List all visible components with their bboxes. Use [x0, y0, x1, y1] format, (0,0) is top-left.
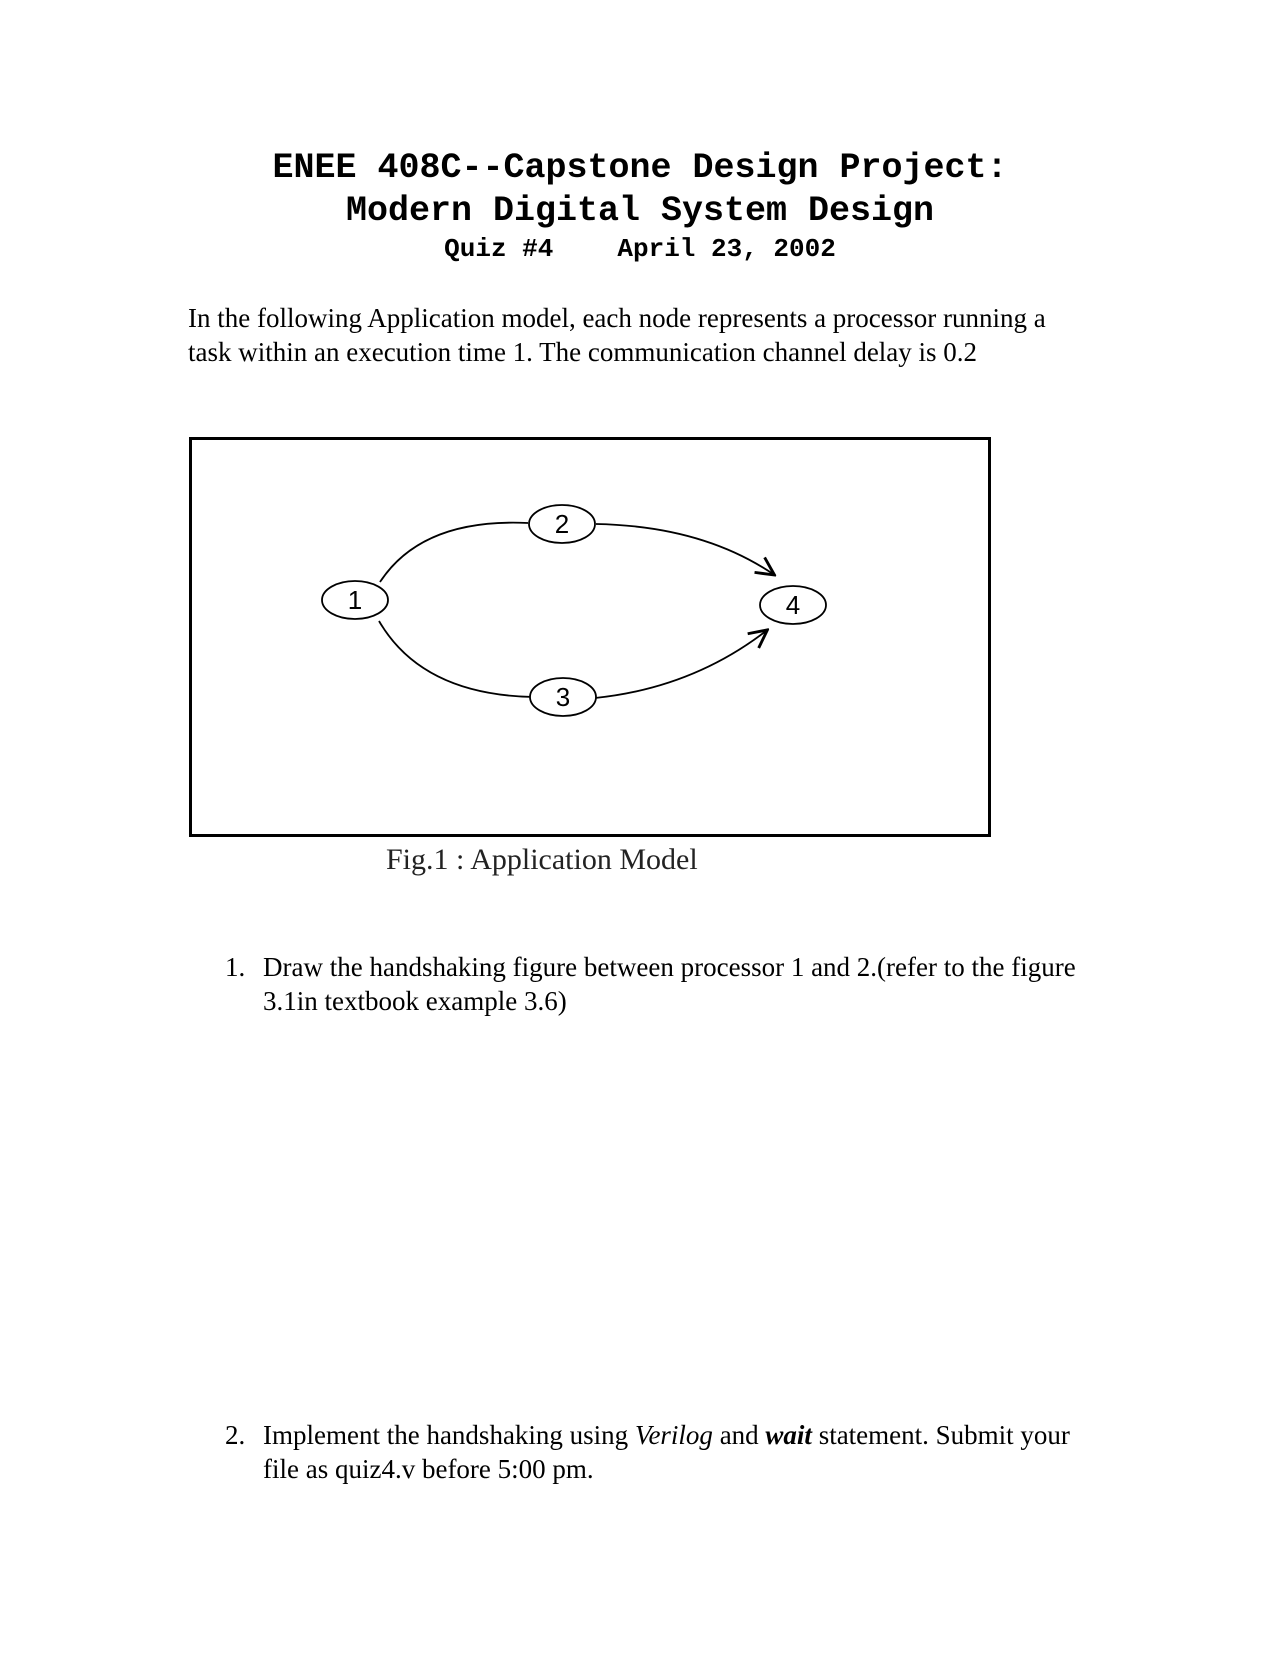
question-2-text — [263, 1418, 1105, 1486]
question-2-number: 2. — [225, 1420, 246, 1450]
verilog-term: Verilog — [634, 1420, 713, 1450]
question-1-number: 1. — [225, 952, 246, 982]
edge-1-3 — [379, 621, 534, 697]
node-2-label: 2 — [554, 509, 570, 539]
question-2 — [225, 1418, 1105, 1486]
quiz-number: Quiz #4 — [444, 234, 554, 264]
edge-1-2 — [380, 523, 528, 582]
figure-caption: Fig.1 : Application Model — [386, 843, 698, 876]
quiz-date: April 23, 2002 — [617, 234, 836, 264]
title-line-2: Modern Digital System Design — [345, 191, 935, 231]
node-4-label: 4 — [785, 590, 801, 620]
question-1 — [225, 950, 1105, 1018]
application-model-diagram — [192, 440, 988, 834]
wait-term: wait — [765, 1420, 812, 1450]
edge-1-2-arrow — [370, 538, 424, 578]
question-2-text-mid: and — [712, 1420, 766, 1450]
question-2-text-after: statement. Submit your file as quiz4.v before 5:00 pm. — [263, 1420, 1070, 1484]
node-1 — [322, 581, 388, 619]
node-3-label: 3 — [555, 682, 571, 712]
node-2 — [529, 505, 595, 543]
quiz-info — [0, 234, 1280, 264]
intro-paragraph: In the following Application model, each node represents a processor running a task within an execution time 1. The communication channel delay is 0.2 — [188, 303, 1046, 367]
question-2-text-before: Implement the handshaking using — [263, 1420, 635, 1450]
edge-2-4 — [596, 524, 773, 574]
edge-3-4 — [595, 631, 766, 698]
node-3 — [530, 678, 596, 716]
application-model-figure — [189, 437, 991, 837]
title-line-1: ENEE 408C--Capstone Design Project: — [272, 148, 1008, 188]
node-4 — [760, 586, 826, 624]
node-1-label: 1 — [347, 585, 363, 615]
question-1-text: Draw the handshaking figure between processor 1 and 2.(refer to the figure 3.1in textbook example 3.6) — [263, 952, 1076, 1016]
